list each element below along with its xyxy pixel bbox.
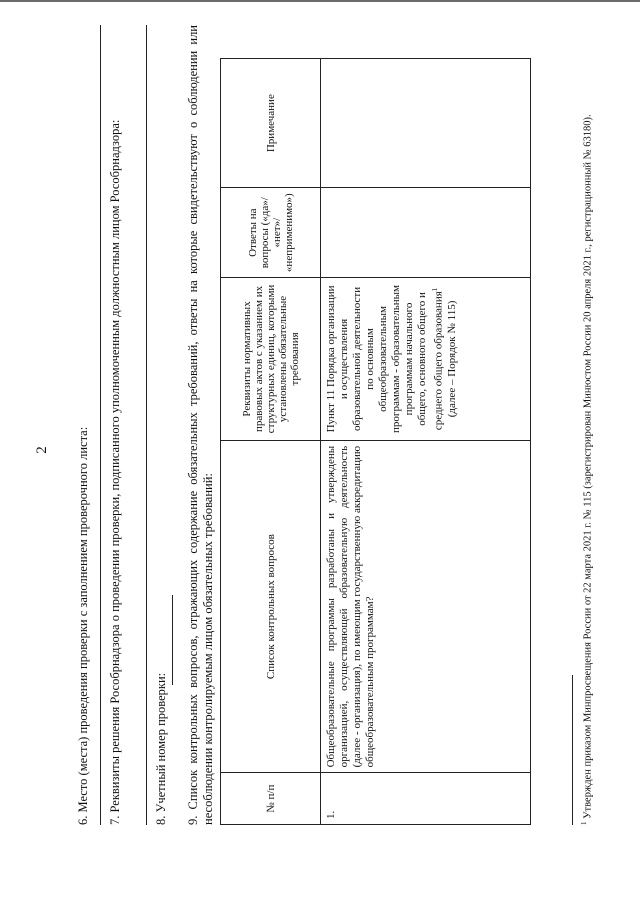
item-9-checklist-intro: 9. Список контрольных вопросов, отражающих содержание обязательных требований, ответы на которые свидетельствуют о соблюдении или несоблюдении контролируемым лицом обязательных требований: <box>186 25 215 825</box>
row-requisites-tail: (далее – Порядок № 115) <box>445 300 458 418</box>
item-7-decision-requisites: 7. Реквизиты решения Рособрнадзора о проведении проверки, подписанного уполномоченным должностным лицом Рособрнадзора: <box>108 119 122 825</box>
row-question: Общеобразовательные программы разработаны и утверждены организацией, осуществляющей образовательную деятельность (далее - организация), по имеющим государственную аккредитацию общеобразовательным программам? <box>321 440 531 773</box>
page-number: 2 <box>34 446 50 454</box>
row-requisites-text: Пункт 11 Порядка организации и осуществления образовательной деятельности по основным общеобразовательным программам - образовательным программам начального общего, основного общего и среднего общего образования <box>325 284 445 433</box>
row-answer-cell[interactable] <box>321 188 531 278</box>
item-6-inspection-place: 6. Место (места) проведения проверки с заполнением проверочного листа: <box>76 426 90 825</box>
fill-line-6 <box>100 25 101 825</box>
header-num: № п/п <box>221 773 321 825</box>
footnote-marker: 1 <box>580 821 588 825</box>
row-requisites <box>321 278 531 441</box>
header-answers: Ответы на вопросы («да»/ «нет»/ «неприменимо») <box>221 188 321 278</box>
header-requisites: Реквизиты нормативных правовых актов с указанием их структурных единиц, которыми установлены обязательные требования <box>221 278 321 441</box>
checklist-table <box>220 58 531 825</box>
table-row <box>321 59 531 825</box>
row-note-cell[interactable] <box>321 59 531 188</box>
row-num: 1. <box>321 773 531 825</box>
fill-line-7 <box>146 25 147 825</box>
table-header-row <box>221 59 321 825</box>
footnote-text: Утвержден приказом Минпросвещения России от 22 марта 2021 г. № 115 (зарегистрирован Минюстом России 20 апреля 2021 г., регистрационный № 63180). <box>582 114 594 819</box>
footnote <box>580 114 594 825</box>
footnote-separator <box>572 675 573 825</box>
header-question-list: Список контрольных вопросов <box>221 440 321 773</box>
item-8-inspection-number: 8. Учетный номер проверки: <box>154 672 168 825</box>
fill-line-8 <box>172 595 173 685</box>
header-note: Примечание <box>221 59 321 188</box>
footnote-ref: 1 <box>431 287 439 292</box>
